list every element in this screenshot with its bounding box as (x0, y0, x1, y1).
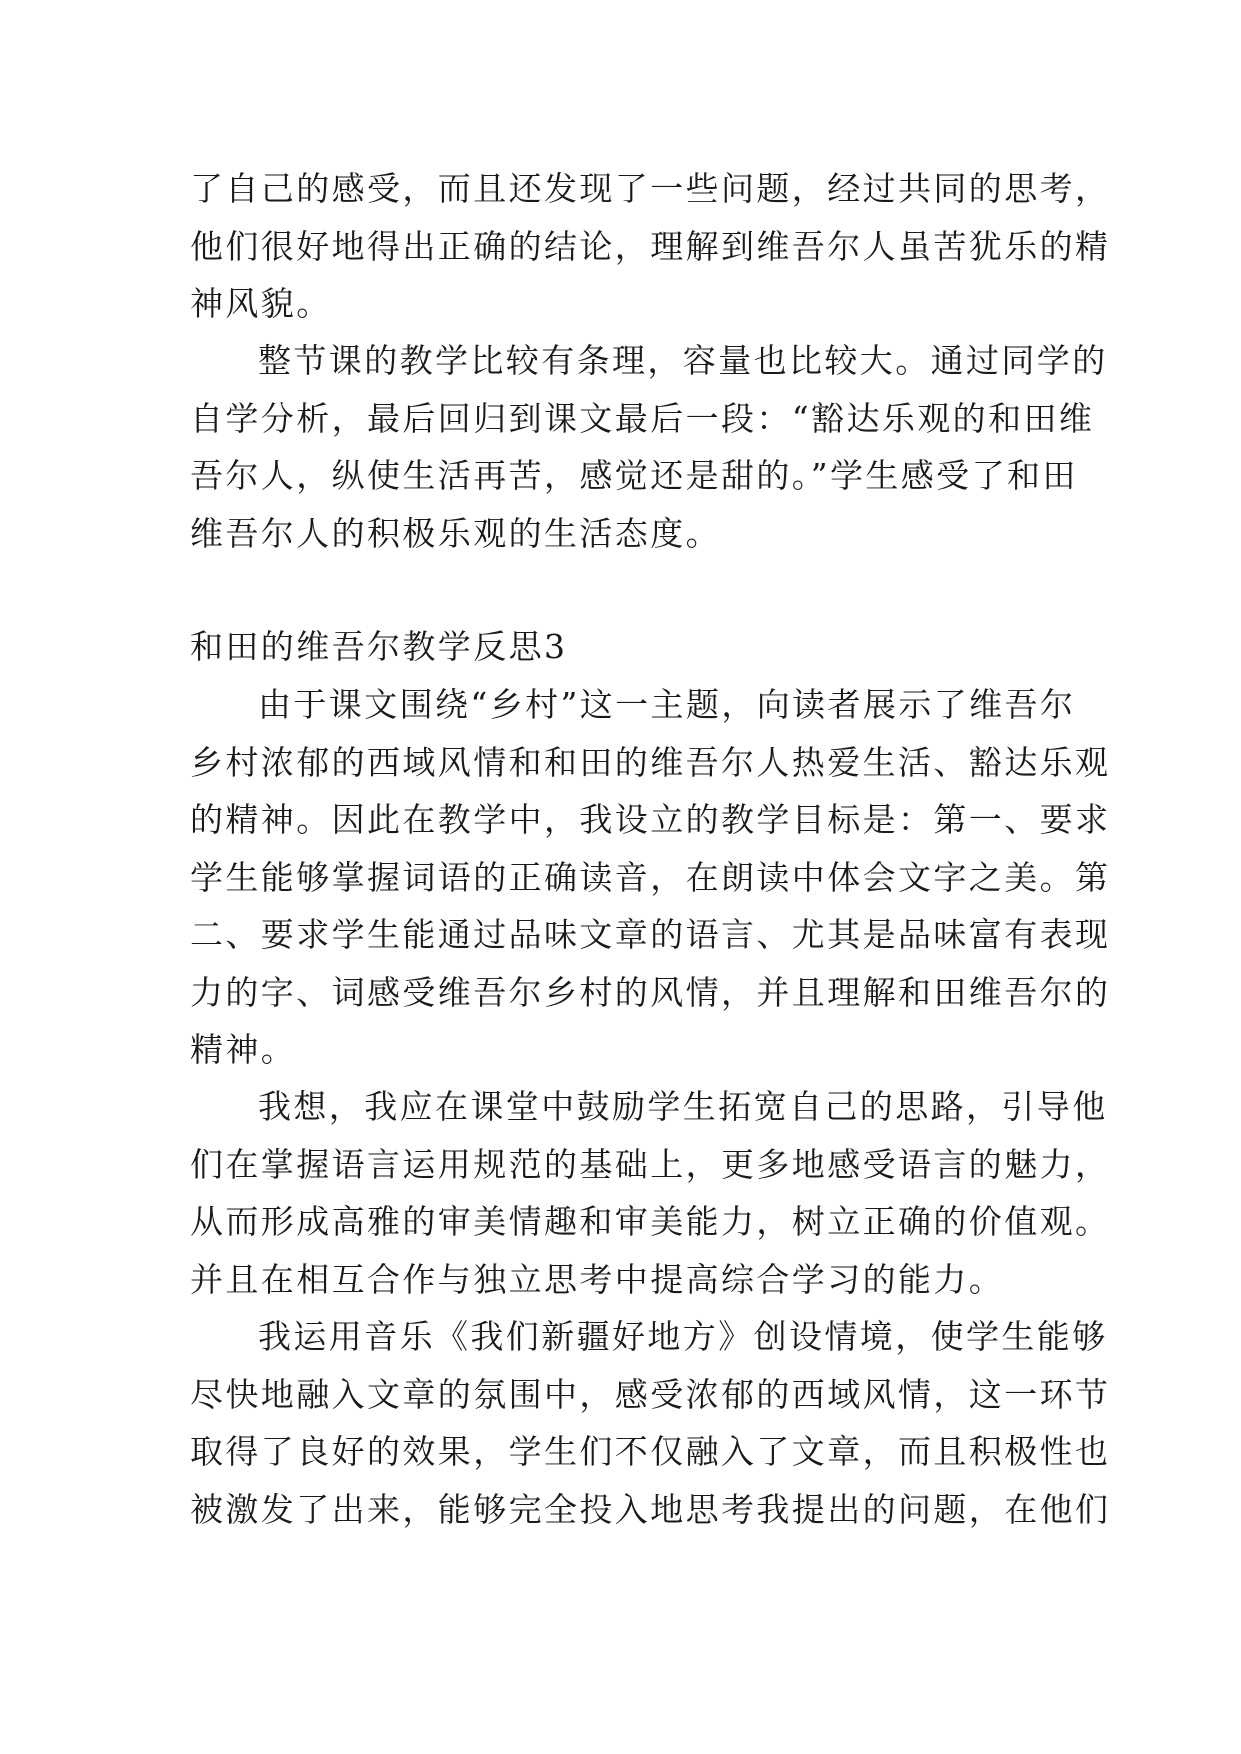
text-line: 整节课的教学比较有条理，容量也比较大。通过同学的 (258, 341, 1108, 380)
text-line: 我想，我应在课堂中鼓励学生拓宽自己的思路，引导他 (258, 1087, 1108, 1126)
text-line: 由于课文围绕“乡村”这一主题，向读者展示了维吾尔 (258, 685, 1076, 724)
paragraph-continuation (190, 160, 1111, 333)
text-line: 学生能够掌握词语的正确读音，在朗读中体会文字之美。第 (190, 857, 1111, 897)
text-line: 维吾尔人的积极乐观的生活态度。 (190, 513, 721, 553)
text-line: 吾尔人，纵使生活再苦，感觉还是甜的。”学生感受了和田 (190, 456, 1078, 495)
section-heading-block (190, 618, 1050, 676)
paragraph (190, 676, 1111, 1079)
text-line: 自学分析，最后回归到课文最后一段：“豁达乐观的和田维 (190, 398, 1095, 438)
text-line: 神风貌。 (190, 284, 332, 323)
text-line: 被激发了出来，能够完全投入地思考我提出的问题，在他们 (190, 1489, 1111, 1529)
text-line: 们在掌握语言运用规范的基础上，更多地感受语言的魅力， (190, 1144, 1111, 1184)
paragraph (190, 1308, 1111, 1538)
text-line: 二、要求学生能通过品味文章的语言、尤其是品味富有表现 (190, 915, 1111, 954)
text-line: 取得了良好的效果，学生们不仅融入了文章，而且积极性也 (190, 1432, 1111, 1471)
text-line: 尽快地融入文章的氛围中，感受浓郁的西域风情，这一环节 (190, 1374, 1111, 1414)
text-line: 乡村浓郁的西域风情和和田的维吾尔人热爱生活、豁达乐观 (190, 742, 1111, 782)
paragraph (190, 1078, 1111, 1308)
text-line: 了自己的感受，而且还发现了一些问题，经过共同的思考， (190, 169, 1111, 208)
text-line: 力的字、词感受维吾尔乡村的风情，并且理解和田维吾尔的 (190, 972, 1111, 1012)
text-line: 并且在相互合作与独立思考中提高综合学习的能力。 (190, 1259, 1005, 1299)
section-heading: 和田的维吾尔教学反思3 (190, 627, 568, 666)
text-line: 的精神。因此在教学中，我设立的教学目标是：第一、要求 (190, 800, 1111, 839)
paragraph (190, 332, 1108, 562)
text-line: 他们很好地得出正确的结论，理解到维吾尔人虽苦犹乐的精 (190, 226, 1111, 266)
text-line: 精神。 (190, 1030, 297, 1069)
text-line: 我运用音乐《我们新疆好地方》创设情境，使学生能够 (258, 1317, 1108, 1356)
text-line: 从而形成高雅的审美情趣和审美能力，树立正确的价值观。 (190, 1202, 1111, 1241)
